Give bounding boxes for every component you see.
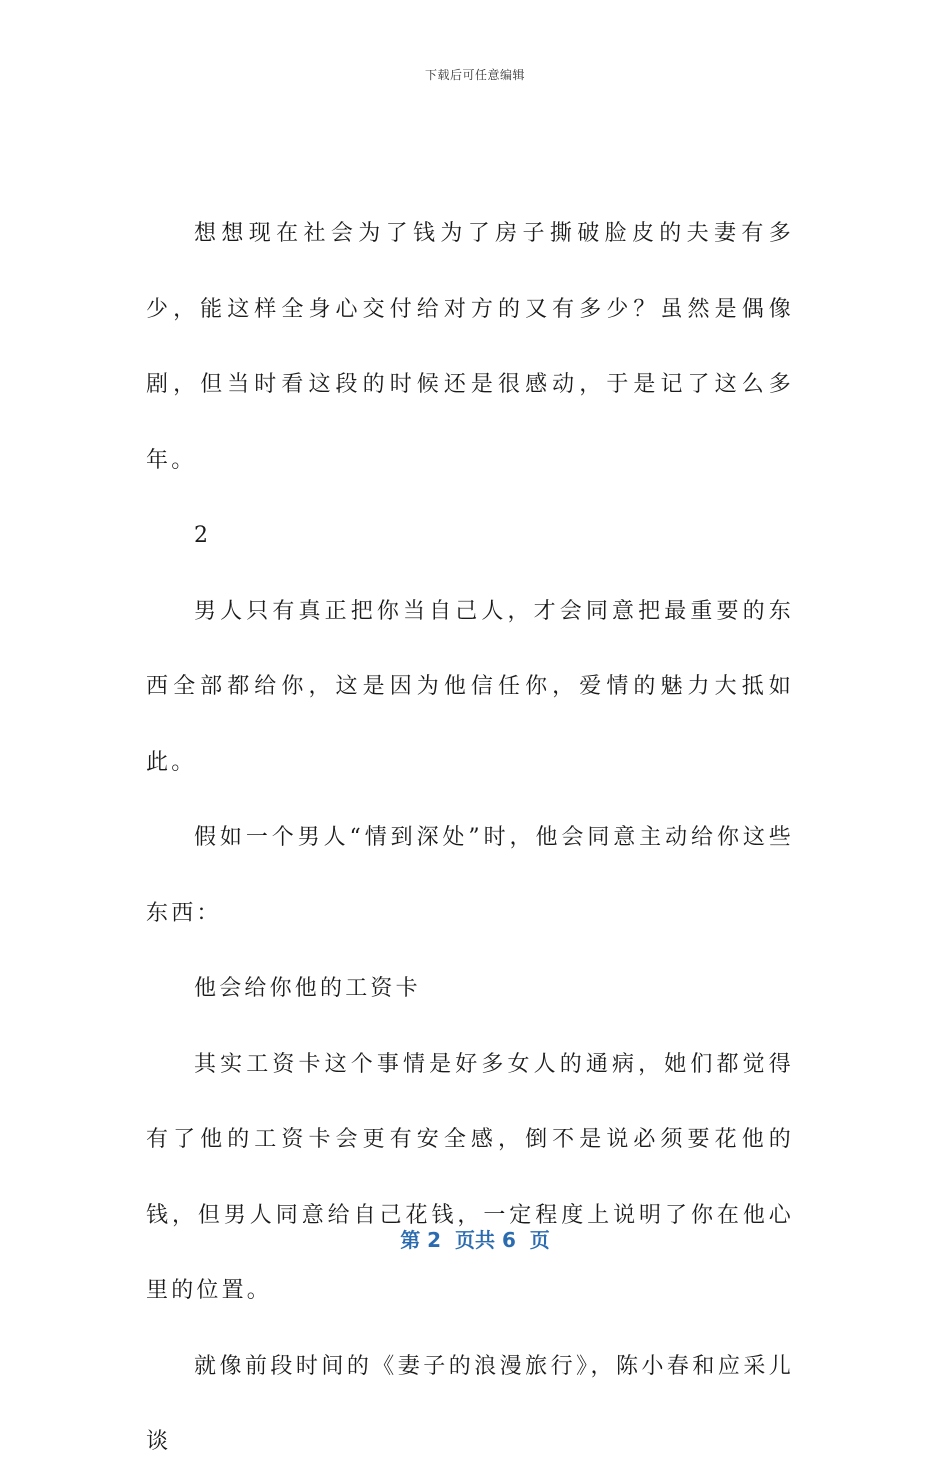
section-number: 2 [194,523,212,548]
paragraph-2: 男人只有真正把你当自己人，才会同意把最重要的东西全部都给你，这是因为他信任你，爱情的魅力大抵如此。 [146,598,794,775]
paragraph-3: 假如一个男人“情到深处”时，他会同意主动给你这些东西： [146,825,794,926]
paragraph-4: 其实工资卡这个事情是好多女人的通病，她们都觉得有了他的工资卡会更有安全感，倒不是说必须要花他的钱，但男人同意给自己花钱，一定程度上说明了你在他心里的位置。 [146,1051,794,1303]
paragraph-5: 就像前段时间的《妻子的浪漫旅行》，陈小春和应采儿谈 [146,1353,794,1454]
document-body [146,196,794,1480]
page-number-footer: 第 2 页共 6 页 [400,1228,550,1252]
paragraph-1: 想想现在社会为了钱为了房子撕破脸皮的夫妻有多少，能这样全身心交付给对方的又有多少？虽然是偶像剧，但当时看这段的时候还是很感动，于是记了这么多年。 [146,221,794,473]
page-header-note: 下载后可任意编辑 [424,68,525,82]
subheading: 他会给你他的工资卡 [194,976,421,1001]
